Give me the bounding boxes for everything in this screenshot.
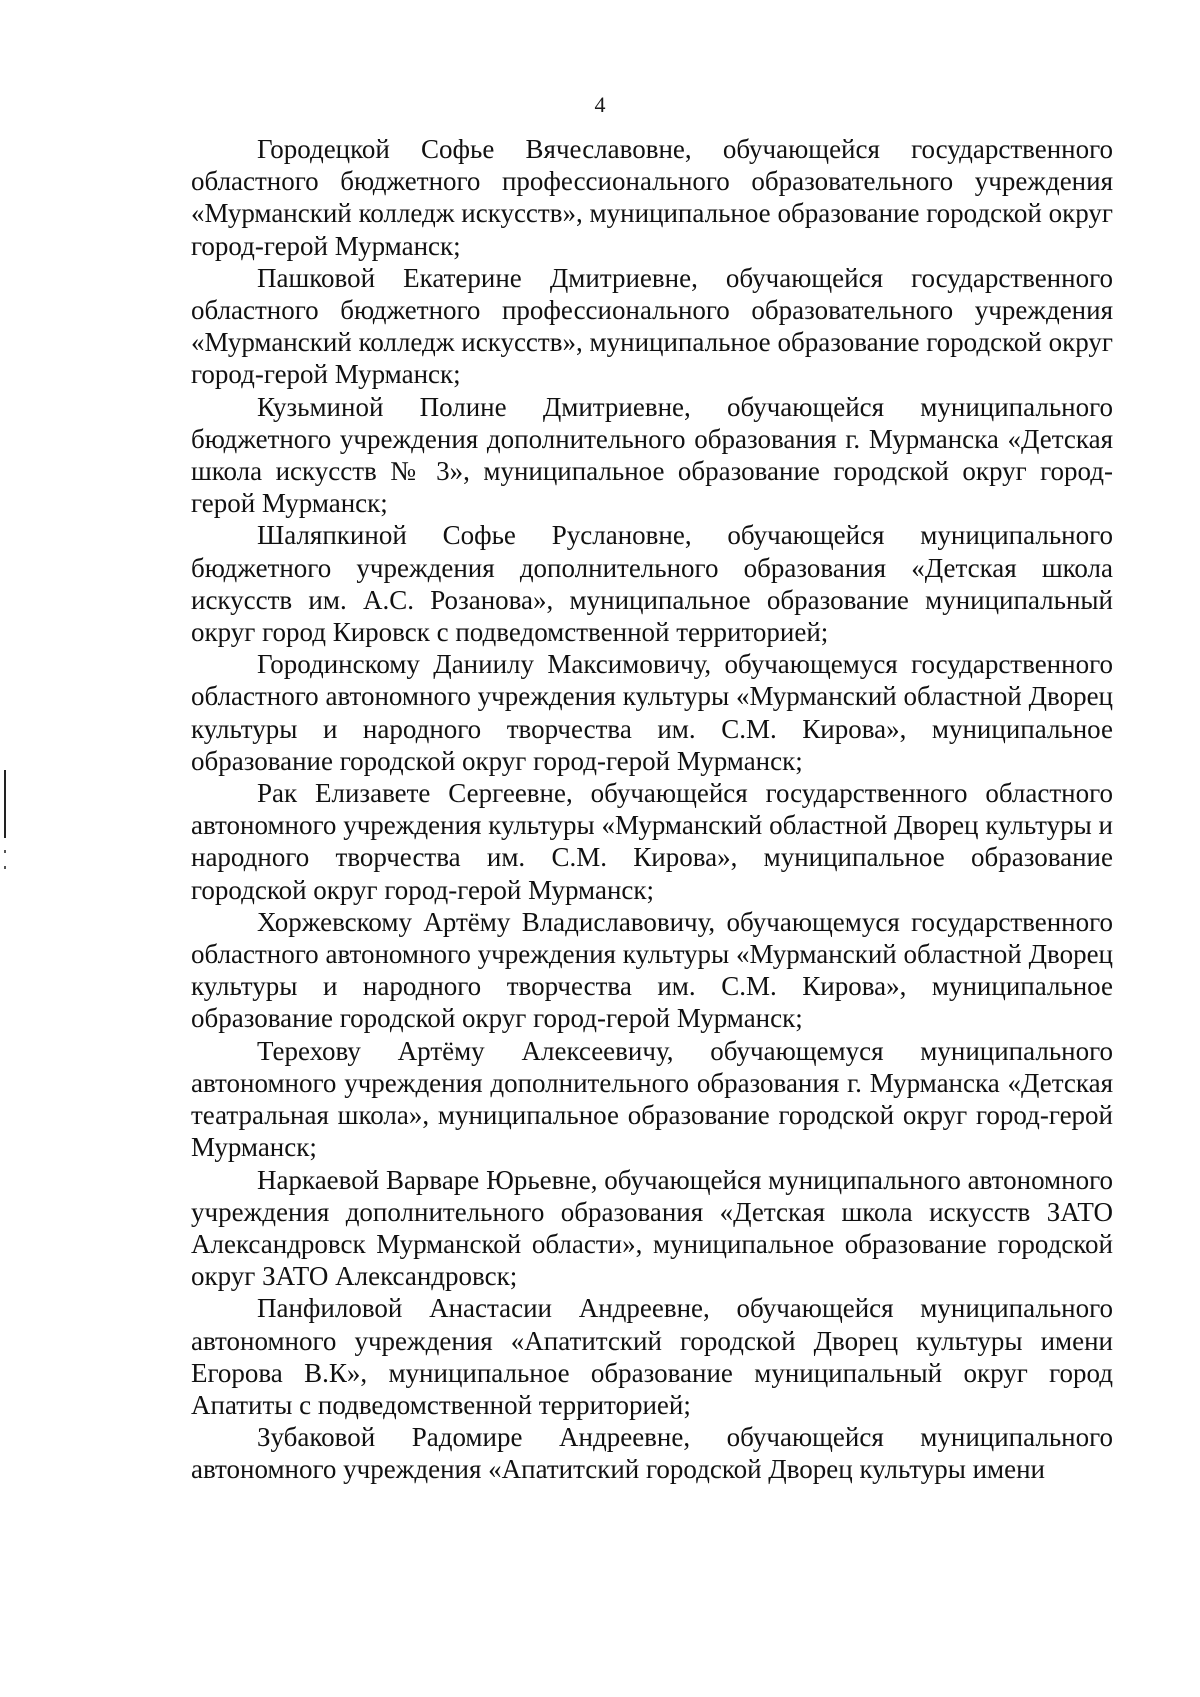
scan-speck [4, 850, 6, 853]
paragraph-8: Терехову Артёму Алексеевичу, обучающемуся муниципального автономного учреждения дополнительного образования г. Мурманска «Детская театральная школа», муниципальное образование городской округ город-герой Мурманск; [191, 1035, 1113, 1163]
document-body [191, 133, 1113, 1486]
paragraph-10: Панфиловой Анастасии Андреевне, обучающейся муниципального автономного учреждения «Апатитский городской Дворец культуры имени Егорова В.К», муниципальное образование муниципальный округ город Апатиты с подведомственной территорией; [191, 1293, 1113, 1420]
page-number: 4 [594, 92, 606, 117]
paragraph-4: Шаляпкиной Софье Руслановне, обучающейся муниципального бюджетного учреждения дополнительного образования «Детская школа искусств им. А.С. Розанова», муниципальное образование муниципальный округ город Кировск с подведомственной территорией; [191, 520, 1113, 648]
paragraph-1: Городецкой Софье Вячеславовне, обучающейся государственного областного бюджетного профессионального образовательного учреждения «Мурманский колледж искусств», муниципальное образование городской округ город-герой Мурманск; [191, 134, 1113, 261]
paragraph-2: Пашковой Екатерине Дмитриевне, обучающейся государственного областного бюджетного профессионального образовательного учреждения «Мурманский колледж искусств», муниципальное образование городской округ город-герой Мурманск; [191, 262, 1113, 390]
paragraph-9: Наркаевой Варваре Юрьевне, обучающейся муниципального автономного учреждения дополнительного образования «Детская школа искусств ЗАТО Александровск Мурманской области», муниципальное образование городской округ ЗАТО Александровск; [191, 1164, 1113, 1292]
scan-edge-mark [4, 770, 6, 838]
paragraph-11: Зубаковой Радомире Андреевне, обучающейся муниципального автономного учреждения «Апатитский городской Дворец культуры имени [191, 1422, 1113, 1485]
paragraph-3: Кузьминой Полине Дмитриевне, обучающейся муниципального бюджетного учреждения дополнительного образования г. Мурманска «Детская школа искусств № 3», муниципальное образование городской округ город-герой Мурманск; [191, 391, 1113, 519]
paragraph-6: Рак Елизавете Сергеевне, обучающейся государственного областного автономного учреждения культуры «Мурманский областной Дворец культуры и народного творчества им. С.М. Кирова», муниципальное образование городской округ город-герой Мурманск; [191, 778, 1113, 905]
paragraph-5: Городинскому Даниилу Максимовичу, обучающемуся государственного областного автономного учреждения культуры «Мурманский областной Дворец культуры и народного творчества им. С.М. Кирова», муниципальное образование городской округ город-герой Мурманск; [191, 649, 1113, 776]
scan-speck [4, 866, 6, 869]
paragraph-7: Хоржевскому Артёму Владиславовичу, обучающемуся государственного областного автономного учреждения культуры «Мурманский областной Дворец культуры и народного творчества им. С.М. Кирова», муниципальное образование городской округ город-герой Мурманск; [191, 906, 1113, 1034]
